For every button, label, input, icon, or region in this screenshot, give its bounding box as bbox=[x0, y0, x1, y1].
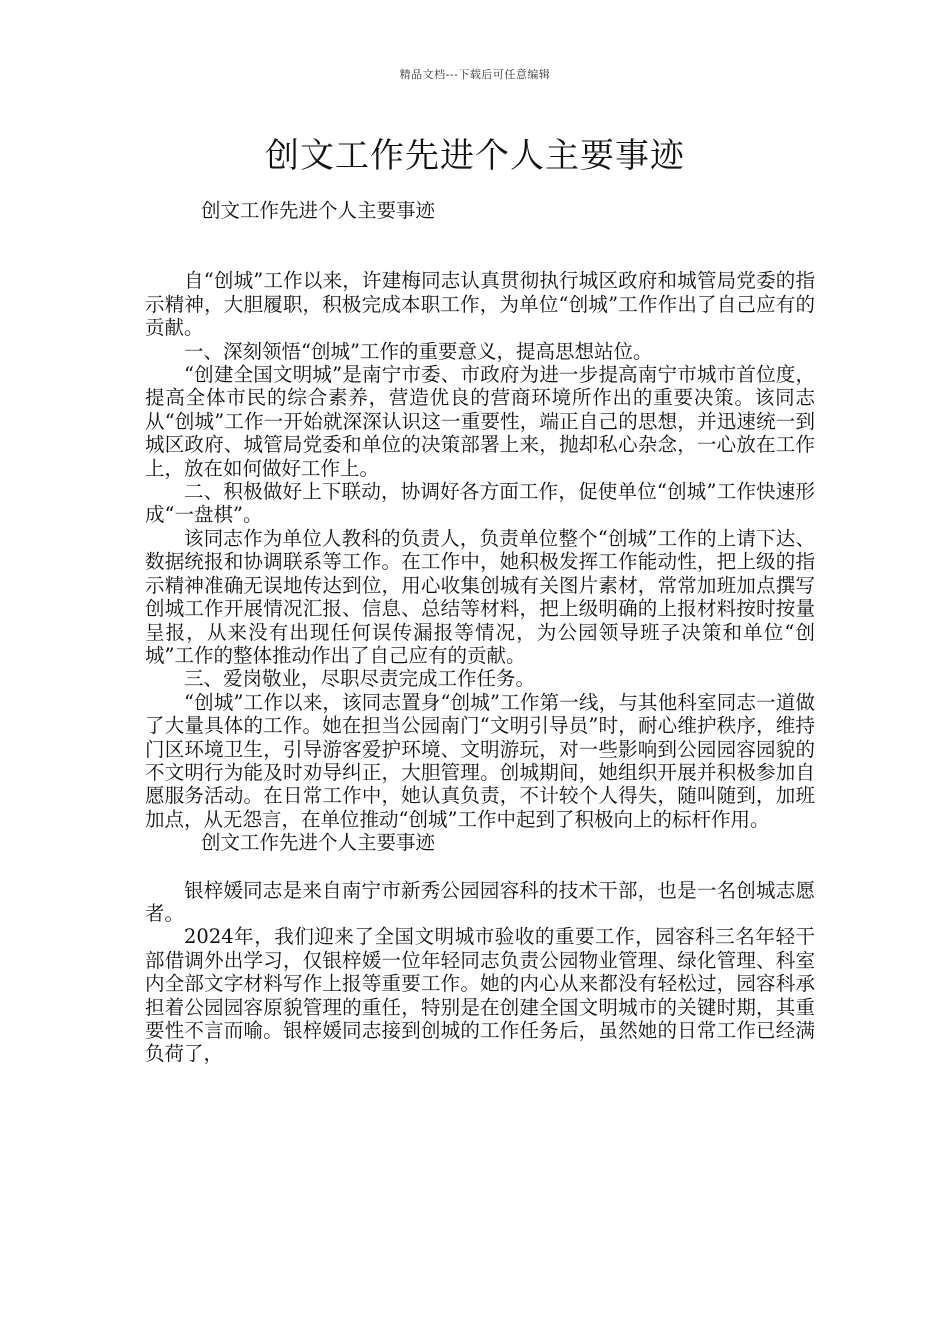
spacer bbox=[145, 855, 815, 879]
paragraph: 该同志作为单位人教科的负责人，负责单位整个“创城”工作的上请下达、数据统报和协调联系等工作。在工作中，她积极发挥工作能动性，把上级的指示精神准确无误地传达到位，用心收集创城有关图片素材，常常加班加点撰写创城工作开展情况汇报、信息、总结等材料，把上级明确的上报材料按时按量呈报，从来没有出现任何误传漏报等情况，为公园领导班子决策和单位“创城”工作的整体推动作出了自己应有的贡献。 bbox=[145, 526, 815, 667]
paragraph: 自“创城”工作以来，许建梅同志认真贯彻执行城区政府和城管局党委的指示精神，大胆履职，积极完成本职工作，为单位“创城”工作作出了自己应有的贡献。 bbox=[145, 269, 815, 340]
spacer bbox=[145, 222, 815, 269]
paragraph: “创建全国文明城”是南宁市委、市政府为进一步提高南宁市城市首位度，提高全体市民的综合素养，营造优良的营商环境所作出的重要决策。该同志从“创城”工作一开始就深深认识这一重要性，端正自己的思想，并迅速统一到城区政府、城管局党委和单位的决策部署上来，抛却私心杂念，一心放在工作上，放在如何做好工作上。 bbox=[145, 363, 815, 480]
section-heading: 二、积极做好上下联动，协调好各方面工作，促使单位“创城”工作快速形成“一盘棋”。 bbox=[145, 480, 815, 527]
document-body bbox=[145, 199, 815, 1066]
paragraph: “创城”工作以来，该同志置身“创城”工作第一线，与其他科室同志一道做了大量具体的工作。她在担当公园南门“文明引导员”时，耐心维护秩序，维持门区环境卫生，引导游客爱护环境、文明游玩，对一些影响到公园园容园貌的不文明行为能及时劝导纠正，大胆管理。创城期间，她组织开展并积极参加自愿服务活动。在日常工作中，她认真负责，不计较个人得失，随叫随到，加班加点，从无怨言，在单位推动“创城”工作中起到了积极向上的标杆作用。 bbox=[145, 690, 815, 831]
paragraph: 银梓媛同志是来自南宁市新秀公园园容科的技术干部，也是一名创城志愿者。 bbox=[145, 878, 815, 925]
header-note: 精品文档---下载后可任意编辑 bbox=[399, 68, 551, 81]
section-heading: 一、深刻领悟“创城”工作的重要意义，提高思想站位。 bbox=[184, 339, 653, 363]
section-heading: 三、爱岗敬业，尽职尽责完成工作任务。 bbox=[184, 667, 536, 691]
paragraph: 2024年，我们迎来了全国文明城市验收的重要工作，园容科三名年轻干部借调外出学习，仅银梓媛一位年轻同志负责公园物业管理、绿化管理、科室内全部文字材料写作上报等重要工作。她的内心从来都没有轻松过，园容科承担着公园园容原貌管理的重任，特别是在创建全国文明城市的关键时期，其重要性不言而喻。银梓媛同志接到创城的工作任务后，虽然她的日常工作已经满负荷了， bbox=[145, 925, 815, 1066]
document-title: 创文工作先进个人主要事迹 bbox=[265, 136, 685, 176]
section-subtitle: 创文工作先进个人主要事迹 bbox=[201, 831, 436, 855]
section-subtitle: 创文工作先进个人主要事迹 bbox=[201, 199, 436, 222]
